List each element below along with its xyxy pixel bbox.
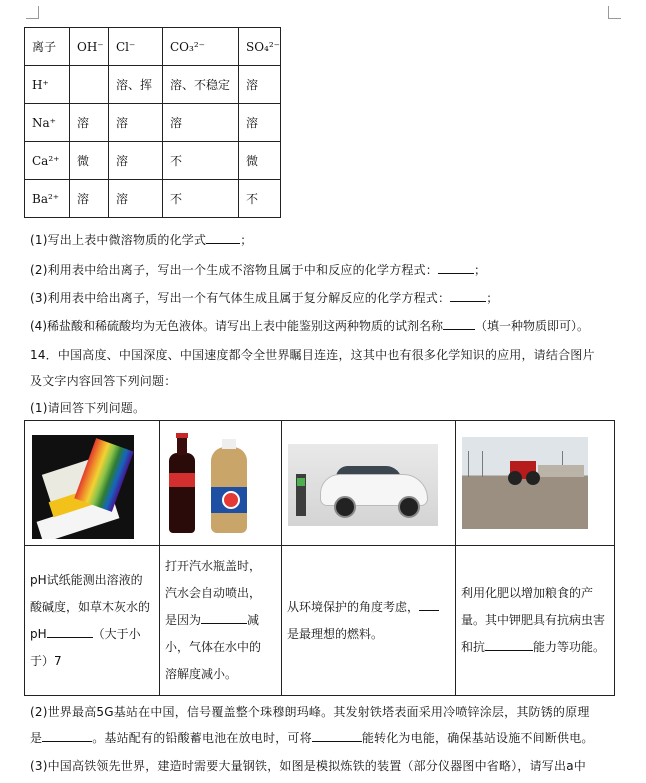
answer-blank[interactable] (485, 638, 533, 651)
soda-description-cell: 打开汽水瓶盖时， 汽水会自动喷出， 是因为 减 小，气体在水中的 溶解度减小。 (160, 546, 282, 696)
ion-cell: Ca²⁺ (25, 142, 70, 180)
table-cell: 溶、不稳定 (163, 66, 239, 104)
ion-cell: Ba²⁺ (25, 180, 70, 218)
question-14-2-cont: 是 。基站配有的铅酸蓄电池在放电时，可将 能转化为电能，确保基站设施不间断供电。 (30, 731, 594, 745)
image-info-table (24, 420, 615, 696)
table-cell: 不 (163, 142, 239, 180)
answer-blank[interactable] (450, 289, 486, 302)
answer-blank[interactable] (438, 261, 474, 274)
table-cell: 溶 (239, 66, 281, 104)
question-3: (3)利用表中给出离子，写出一个有气体生成且属于复分解反应的化学方程式： ； (30, 291, 499, 305)
table-header-cell: OH⁻ (70, 28, 109, 66)
solubility-table (24, 27, 281, 218)
ph-paper-image-cell (25, 421, 160, 546)
table-cell: 溶 (109, 142, 163, 180)
answer-blank[interactable] (443, 317, 475, 330)
electric-car-image (288, 444, 438, 526)
question-14-intro: 14．中国高度、中国深度、中国速度都令全世界瞩目连连，这其中也有很多化学知识的应用，请结合图片 (30, 348, 595, 362)
question-14-3: (3)中国高铁领先世界，建造时需要大量钢铁，如图是模拟炼铁的装置（部分仪器图中省略），请写出a中 (30, 759, 586, 773)
answer-blank[interactable] (419, 598, 439, 611)
question-14-sub1: (1)请回答下列问题。 (30, 401, 146, 415)
table-header-cell: SO₄²⁻ (239, 28, 281, 66)
question-4: (4)稀盐酸和稀硫酸均为无色液体。请写出上表中能鉴别这两种物质的试剂名称 （填一种物质即可）。 (30, 319, 590, 333)
table-row (25, 28, 281, 66)
soda-bottles-image-cell (160, 421, 282, 546)
table-cell: 溶 (70, 180, 109, 218)
tractor-field-image (462, 437, 588, 529)
ion-cell: H⁺ (25, 66, 70, 104)
table-header-cell: CO₃²⁻ (163, 28, 239, 66)
table-row (25, 180, 281, 218)
ph-description-cell: pH试纸能测出溶液的 酸碱度，如草木灰水的 pH （大于小 于）7 (25, 546, 160, 696)
table-cell: 溶 (70, 104, 109, 142)
answer-blank[interactable] (42, 729, 92, 742)
table-cell: 不 (163, 180, 239, 218)
soda-bottles-image (160, 425, 281, 541)
table-cell: 微 (70, 142, 109, 180)
fertilizer-description-cell: 利用化肥以增加粮食的产 量。其中钾肥具有抗病虫害 和抗 能力等功能。 (456, 546, 615, 696)
question-2: (2)利用表中给出离子，写出一个生成不溶物且属于中和反应的化学方程式： ； (30, 263, 487, 277)
table-row (25, 66, 281, 104)
table-row (25, 546, 615, 696)
page-corner-mark (608, 6, 621, 19)
answer-blank[interactable] (47, 625, 93, 638)
table-cell: 溶 (109, 180, 163, 218)
table-cell: 溶 (163, 104, 239, 142)
ion-cell: Na⁺ (25, 104, 70, 142)
table-row (25, 421, 615, 546)
electric-car-image-cell (282, 421, 456, 546)
ph-test-paper-image (32, 435, 134, 539)
answer-blank[interactable] (312, 729, 362, 742)
answer-blank[interactable] (206, 231, 240, 244)
table-cell: 不 (239, 180, 281, 218)
car-description-cell: 从环境保护的角度考虑， 是最理想的燃料。 (282, 546, 456, 696)
table-header-cell: 离子 (25, 28, 70, 66)
question-14-2: (2)世界最高5G基站在中国，信号覆盖整个珠穆朗玛峰。其发射铁塔表面采用冷喷锌涂层，其防锈的原理 (30, 705, 590, 719)
table-cell: 溶、挥 (109, 66, 163, 104)
table-header-cell: Cl⁻ (109, 28, 163, 66)
question-1: (1)写出上表中微溶物质的化学式 ； (30, 233, 253, 247)
page-corner-mark (26, 6, 39, 19)
table-cell: 微 (239, 142, 281, 180)
table-cell (70, 66, 109, 104)
table-cell: 溶 (239, 104, 281, 142)
answer-blank[interactable] (201, 611, 247, 624)
table-row (25, 104, 281, 142)
table-row (25, 142, 281, 180)
question-14-intro-cont: 及文字内容回答下列问题： (30, 374, 177, 388)
tractor-field-image-cell (456, 421, 615, 546)
table-cell: 溶 (109, 104, 163, 142)
